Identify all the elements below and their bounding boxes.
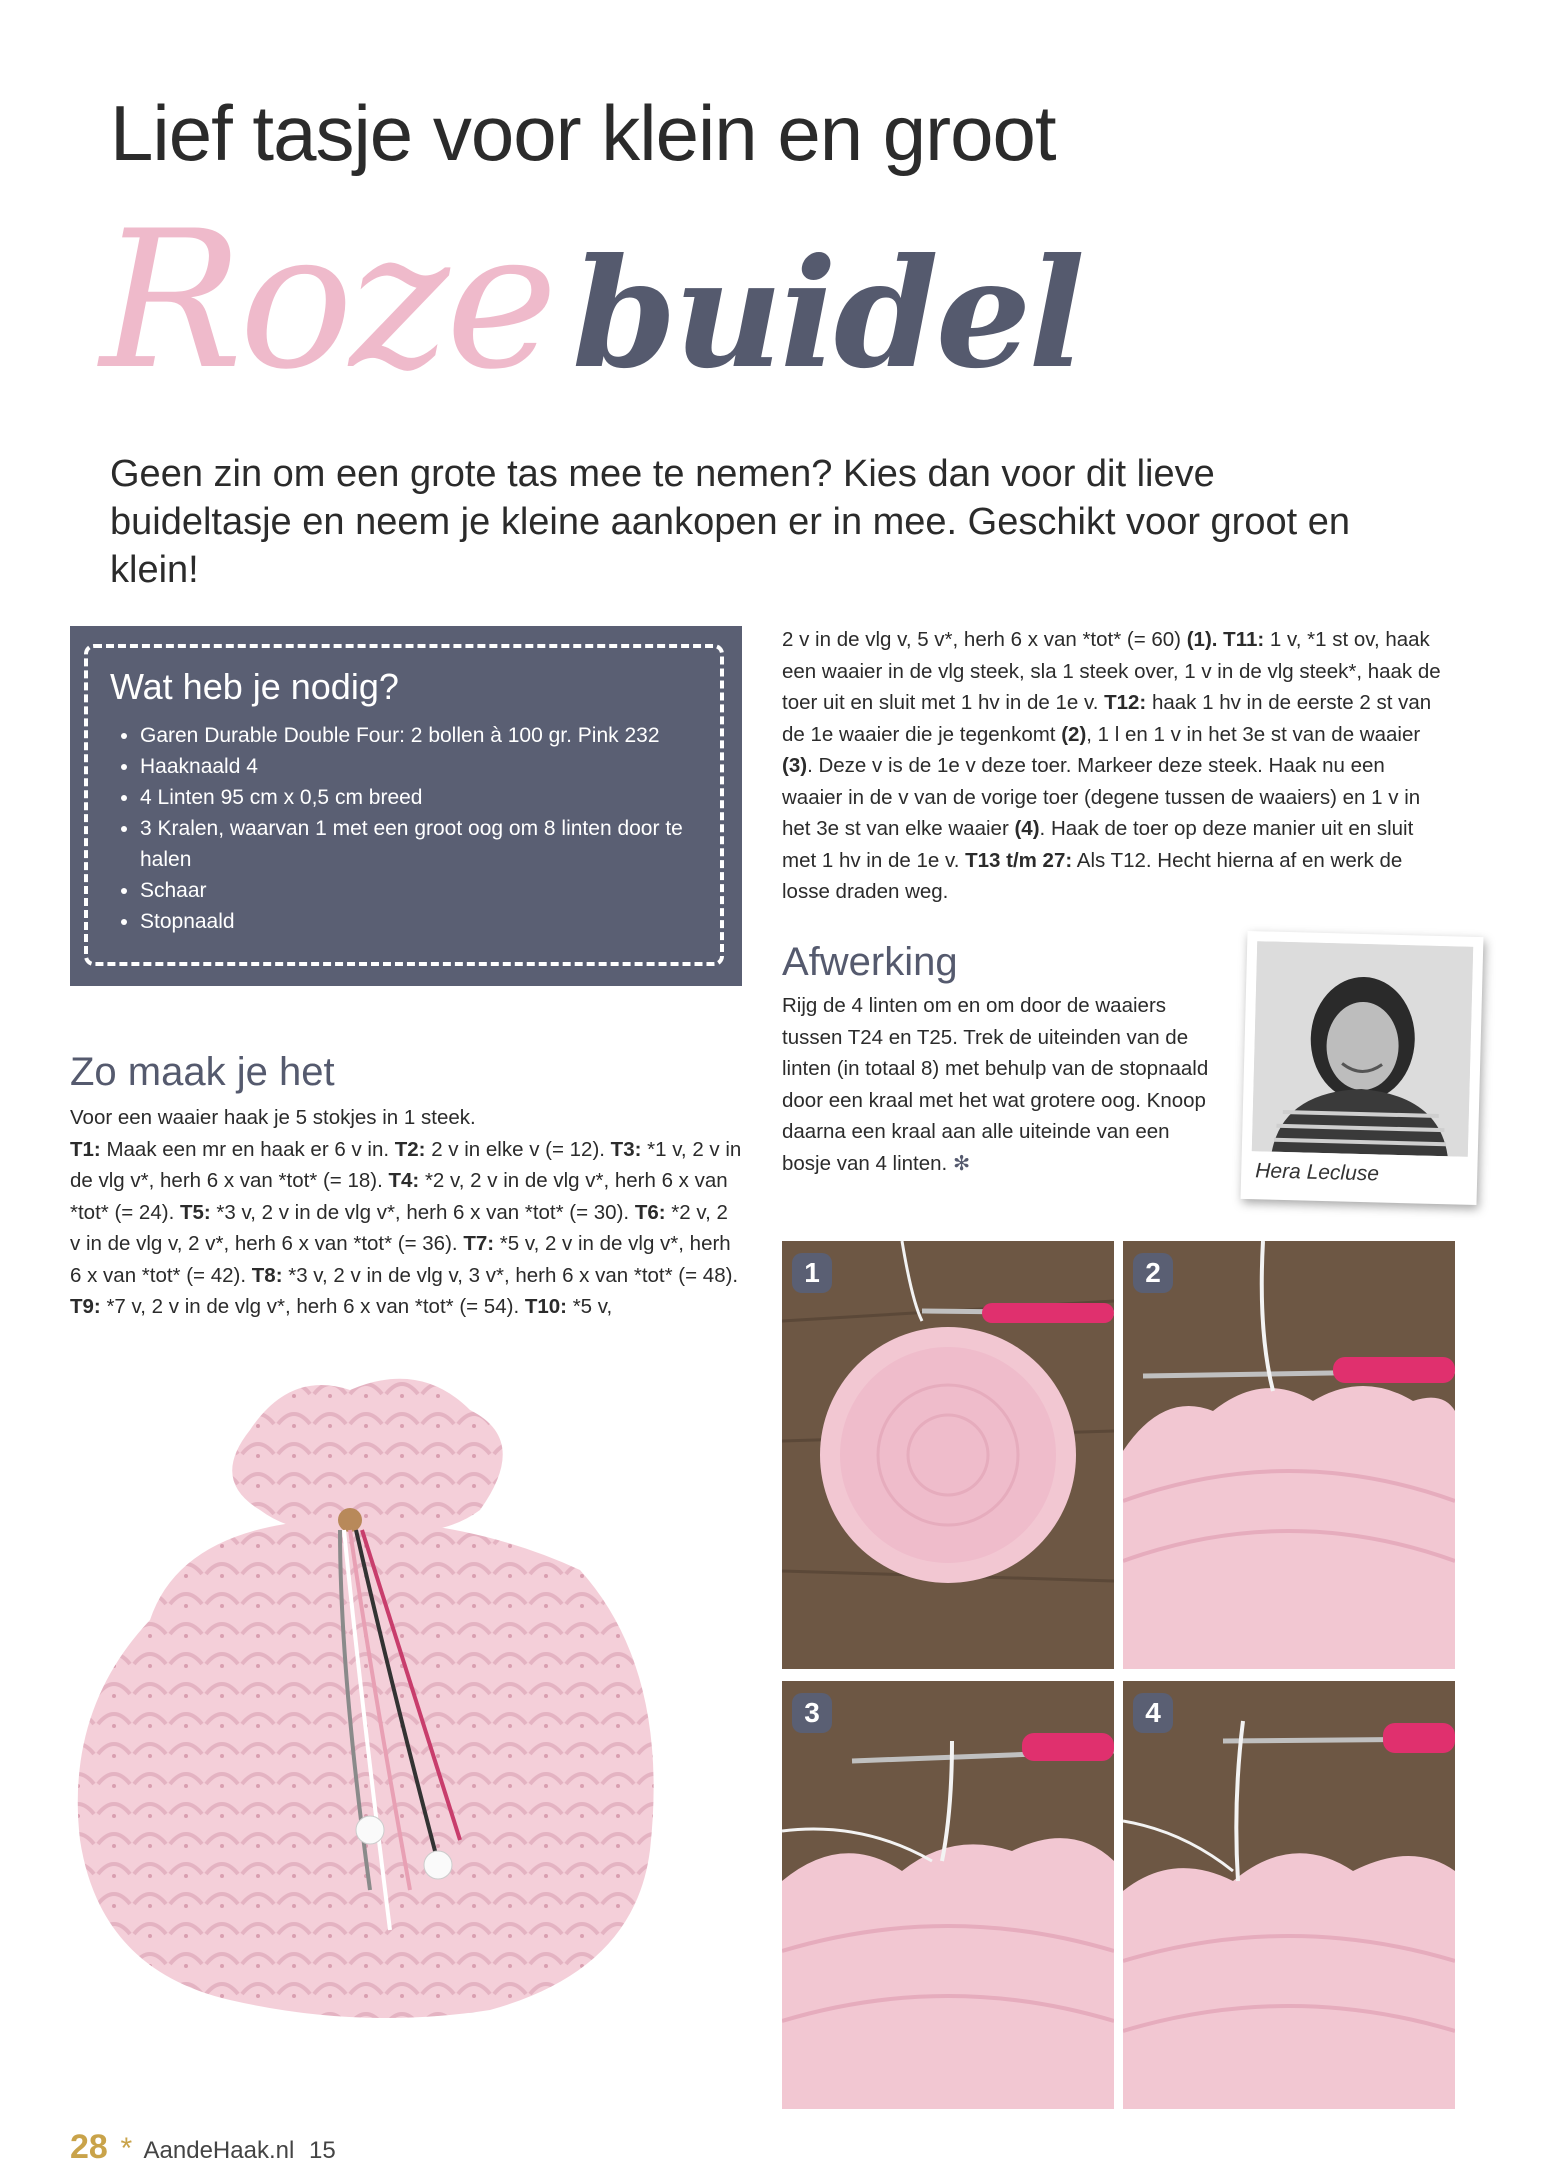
round-label: T13 t/m 27: [965,848,1073,872]
materials-box [70,626,742,986]
howto-body [70,1102,742,1323]
step-photo-3 [782,1681,1114,2109]
finishing-text: Rijg de 4 linten om en om door de waaiers tussen T24 en T25. Trek de uiteinden van de linten (in totaal 8) met behulp van de stopnaald door een kraal met het wat grotere oog. Knoop daarna een kraal aan alle uiteinde van een bosje van 4 linten. [782,994,1209,1175]
photo-ref: (2) [1061,722,1087,746]
round-text: . Haak de toer op deze manier uit en sluit met 1 hv in de 1e v. [782,817,1414,872]
materials-item: • 3 Kralen, waarvan 1 met een groot oog om 8 linten door te halen [140,813,740,875]
title-word-dark: buidel [572,226,1083,402]
round-label: T8: [251,1263,283,1287]
round-label: T4: [388,1169,420,1192]
photo-ref: (3) [782,754,808,777]
round-text: *1 v, 2 v in de vlg v*, herh 6 x van *tot* (= 18). [70,1137,742,1192]
title-word-pink: Roze [100,190,554,411]
photo-ref: (4) [1014,817,1040,840]
round-text: 2 v in de vlg v, 5 v*, herh 6 x van *tot* (= 60) [782,628,1182,651]
designer-polaroid [1241,931,1484,1205]
materials-list [110,720,740,937]
main-title [100,190,1082,430]
step-4-illustration [1123,1681,1455,2109]
materials-item: • Schaar [140,875,740,906]
materials-item: • Stopnaald [140,906,740,937]
round-text: *2 v, 2 v in de vlg v*, herh 6 x van *tot* (= 24). [70,1169,728,1224]
photo-ref: (1). [1186,628,1218,651]
portrait-illustration [1252,941,1473,1157]
end-mark-icon: ✻ [952,1151,971,1175]
round-label: T6: [634,1200,666,1224]
round-text: *5 v, [572,1295,613,1318]
step-photo-2 [1123,1241,1455,1669]
page-number: 28 [70,2128,108,2166]
step-2-illustration [1123,1241,1455,1669]
round-text: *7 v, 2 v in de vlg v*, herh 6 x van *tot* (= 54). [106,1295,520,1318]
materials-heading: Wat heb je nodig? [110,666,399,707]
howto-heading: Zo maak je het [70,1050,335,1094]
round-text: haak 1 hv in de eerste 2 st van de 1e waaier die je tegenkomt [782,691,1432,746]
step-number-badge: 1 [792,1253,832,1293]
step-number-badge: 2 [1133,1253,1173,1293]
step-1-illustration [782,1241,1114,1669]
round-label: T2: [394,1137,426,1161]
step-photo-4 [1123,1681,1455,2109]
step-number-badge: 3 [792,1693,832,1733]
issue-number: 15 [308,2137,336,2164]
round-label: T1: [70,1137,101,1161]
kicker-title: Lief tasje voor klein en groot [110,89,1056,177]
site-name: AandeHaak.nl [143,2137,295,2164]
intro-text: Geen zin om een grote tas mee te nemen? Kies dan voor dit lieve buideltasje en neem je kleine aankopen er in mee. Geschikt voor groot en klein! [110,453,1350,591]
round-label: T11: [1223,628,1265,651]
round-text: 2 v in elke v (= 12). [431,1137,605,1161]
howto-continued [782,624,1450,908]
materials-item: • 4 Linten 95 cm x 0,5 cm breed [140,782,740,813]
step-3-illustration [782,1681,1114,2109]
round-label: T7: [463,1232,495,1255]
howto-intro: Voor een waaier haak je 5 stokjes in 1 steek. [70,1106,476,1129]
round-text: Als T12. Hecht hierna af en werk de losse draden weg. [782,848,1403,903]
round-text: *3 v, 2 v in de vlg v*, herh 6 x van *tot* (= 30). [216,1200,630,1224]
page-footer [70,2128,336,2167]
round-text: Maak een mr en haak er 6 v in. [106,1137,390,1161]
star-icon: * [120,2132,133,2165]
round-label: T5: [179,1200,211,1224]
round-label: T10: [524,1295,567,1318]
finishing-heading: Afwerking [782,940,958,984]
materials-item: • Garen Durable Double Four: 2 bollen à 100 gr. Pink 232 [140,720,740,751]
bag-photo [60,1370,690,2030]
step-number-badge: 4 [1133,1693,1173,1733]
round-text: *5 v, 2 v in de vlg v*, herh 6 x van *tot* (= 42). [70,1232,731,1287]
round-label: T12: [1104,691,1147,714]
round-text: 1 v, *1 st ov, haak een waaier in de vlg steek, sla 1 steek over, 1 v in de vlg steek*, haak de toer uit en sluit met 1 hv in de 1e v. [782,628,1441,714]
materials-item: • Haaknaald 4 [140,751,740,782]
round-text: . Deze v is de 1e v deze toer. Markeer deze steek. Haak nu een waaier in de v van de vorige toer (degene tussen de waaiers) en 1 v in het 3e st van elke waaier [782,754,1421,840]
round-text: *3 v, 2 v in de vlg v, 3 v*, herh 6 x van *tot* (= 48). [288,1263,739,1287]
round-text: , 1 l en 1 v in het 3e st van de waaier [1086,722,1421,746]
designer-caption: Hera Lecluse [1254,1159,1380,1186]
round-label: T3: [610,1137,642,1161]
designer-photo [1252,941,1473,1157]
finishing-body [782,990,1222,1179]
round-label: T9: [70,1295,101,1318]
step-photo-1 [782,1241,1114,1669]
round-text: *2 v, 2 v in de vlg v, 2 v*, herh 6 x van *tot* (= 36). [70,1200,728,1255]
